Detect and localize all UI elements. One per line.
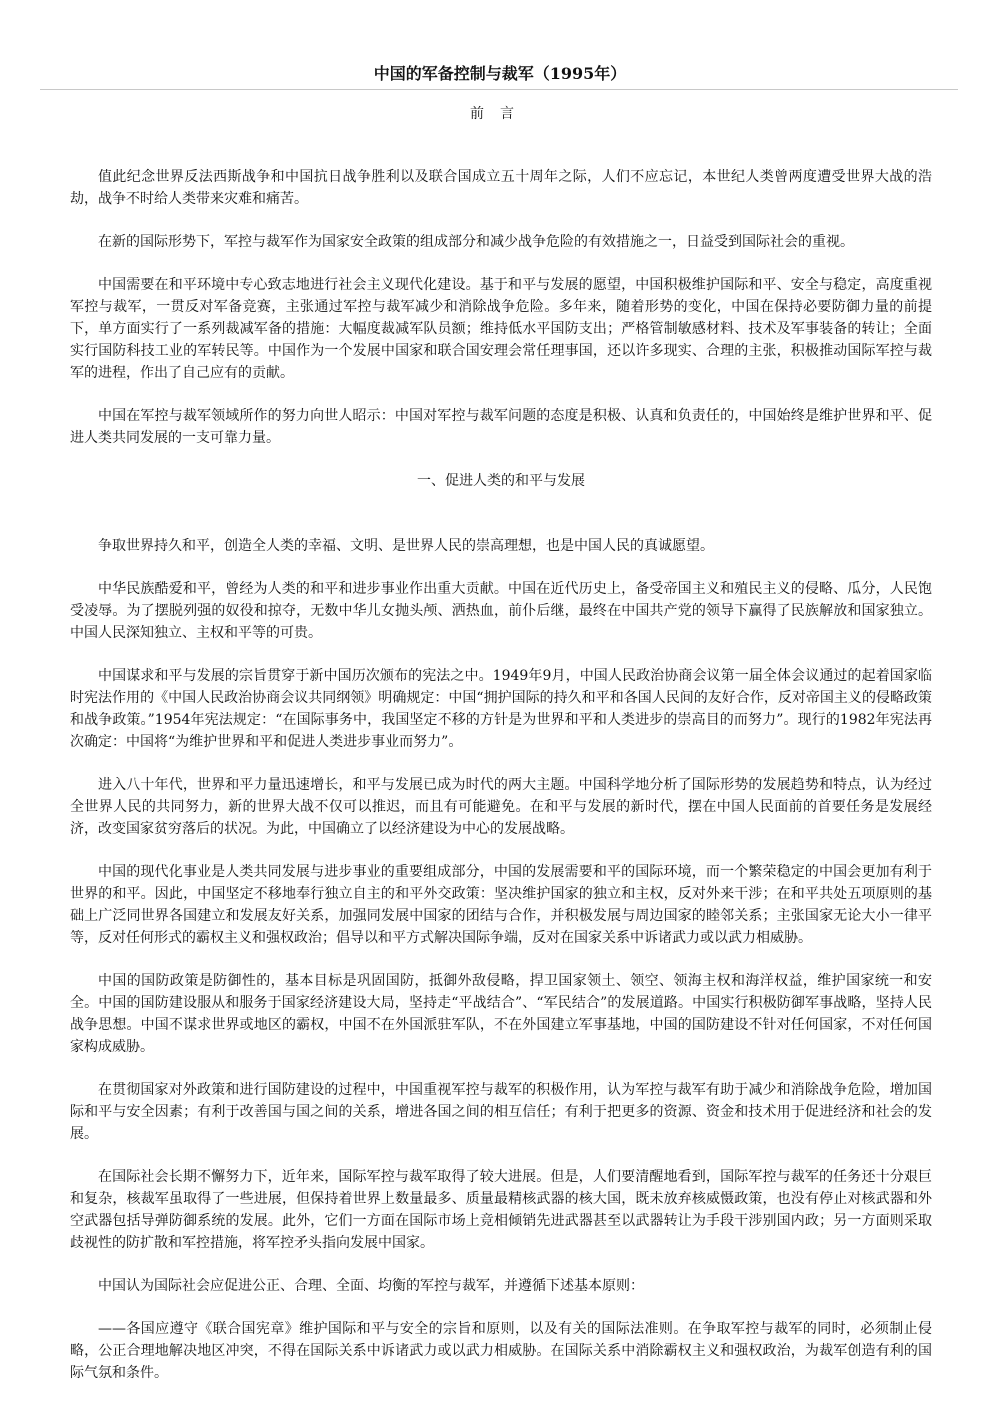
paragraph: 中国的国防政策是防御性的，基本目标是巩固国防，抵御外敌侵略，捍卫国家领土、领空、领海主权和海洋权益，维护国家统一和安全。中国的国防建设服从和服务于国家经济建设大局，坚持走“平战结合”、“军民结合”的发展道路。中国实行积极防御军事战略，坚持人民战争思想。中国不谋求世界或地区的霸权，中国不在外国派驻军队，不在外国建立军事基地，中国的国防建设不针对任何国家，不对任何国家构成威胁。 — [70, 973, 932, 1055]
paragraph: 在新的国际形势下，军控与裁军作为国家安全政策的组成部分和减少战争危险的有效措施之一，日益受到国际社会的重视。 — [98, 234, 854, 250]
paragraph: ——各国应遵守《联合国宪章》维护国际和平与安全的宗旨和原则，以及有关的国际法准则。在争取军控与裁军的同时，必须制止侵略，公正合理地解决地区冲突，不得在国际关系中诉诸武力或以武力相威胁。在国际关系中消除霸权主义和强权政治，为裁军创造有利的国际气氛和条件。 — [70, 1321, 932, 1381]
document-title: 中国的军备控制与裁军（1995年） — [373, 64, 627, 83]
paragraph: 争取世界持久和平，创造全人类的幸福、文明、是世界人民的崇高理想，也是中国人民的真诚愿望。 — [98, 538, 714, 554]
preface-heading: 前言 — [470, 106, 530, 122]
paragraph: 值此纪念世界反法西斯战争和中国抗日战争胜利以及联合国成立五十周年之际，人们不应忘记，本世纪人类曾两度遭受世界大战的浩劫，战争不时给人类带来灾难和痛苦。 — [70, 169, 932, 207]
paragraph: 中国在军控与裁军领域所作的努力向世人昭示：中国对军控与裁军问题的态度是积极、认真和负责任的，中国始终是维护世界和平、促进人类共同发展的一支可靠力量。 — [70, 408, 932, 446]
paragraph: 在国际社会长期不懈努力下，近年来，国际军控与裁军取得了较大进展。但是，人们要清醒地看到，国际军控与裁军的任务还十分艰巨和复杂，核裁军虽取得了一些进展，但保持着世界上数量最多、质量最精核武器的核大国，既未放弃核威慑政策，也没有停止对核武器和外空武器包括导弹防御系统的发展。此外，它们一方面在国际市场上竞相倾销先进武器甚至以武器转让为手段干涉别国内政；另一方面则采取歧视性的防扩散和军控措施，将军控矛头指向发展中国家。 — [70, 1169, 932, 1251]
paragraph: 在贯彻国家对外政策和进行国防建设的过程中，中国重视军控与裁军的积极作用，认为军控与裁军有助于减少和消除战争危险，增加国际和平与安全因素；有利于改善国与国之间的关系，增进各国之间的相互信任；有利于把更多的资源、资金和技术用于促进经济和社会的发展。 — [70, 1082, 932, 1142]
paragraph: 中国需要在和平环境中专心致志地进行社会主义现代化建设。基于和平与发展的愿望，中国积极维护国际和平、安全与稳定，高度重视军控与裁军，一贯反对军备竞赛，主张通过军控与裁军减少和消除战争危险。多年来，随着形势的变化，中国在保持必要防御力量的前提下，单方面实行了一系列裁减军备的措施：大幅度裁减军队员额；维持低水平国防支出；严格管制敏感材料、技术及军事装备的转让；全面实行国防科技工业的军转民等。中国作为一个发展中国家和联合国安理会常任理事国，还以许多现实、合理的主张，积极推动国际军控与裁军的进程，作出了自己应有的贡献。 — [70, 277, 932, 381]
paragraph: 中国的现代化事业是人类共同发展与进步事业的重要组成部分，中国的发展需要和平的国际环境，而一个繁荣稳定的中国会更加有利于世界的和平。因此，中国坚定不移地奉行独立自主的和平外交政策：坚决维护国家的独立和主权，反对外来干涉；在和平共处五项原则的基础上广泛同世界各国建立和发展友好关系，加强同发展中国家的团结与合作，并积极发展与周边国家的睦邻关系；主张国家无论大小一律平等，反对任何形式的霸权主义和强权政治；倡导以和平方式解决国际争端，反对在国家关系中诉诸武力或以武力相威胁。 — [70, 864, 932, 946]
paragraph: 中华民族酷爱和平，曾经为人类的和平和进步事业作出重大贡献。中国在近代历史上，备受帝国主义和殖民主义的侵略、瓜分，人民饱受凌辱。为了摆脱列强的奴役和掠夺，无数中华儿女抛头颅、洒热血，前仆后继，最终在中国共产党的领导下赢得了民族解放和国家独立。中国人民深知独立、主权和平等的可贵。 — [70, 581, 932, 641]
paragraph: 中国谋求和平与发展的宗旨贯穿于新中国历次颁布的宪法之中。1949年9月，中国人民政治协商会议第一届全体会议通过的起着国家临时宪法作用的《中国人民政治协商会议共同纲领》明确规定：中国“拥护国际的持久和平和各国人民间的友好合作，反对帝国主义的侵略政策和战争政策。”1954年宪法规定：“在国际事务中，我国坚定不移的方针是为世界和平和人类进步的崇高目的而努力”。现行的1982年宪法再次确定：中国将“为维护世界和平和促进人类进步事业而努力”。 — [70, 668, 932, 750]
document-body — [70, 166, 932, 1405]
paragraph: 中国认为国际社会应促进公正、合理、全面、均衡的军控与裁军，并遵循下述基本原则： — [98, 1278, 644, 1294]
paragraph: 进入八十年代，世界和平力量迅速增长，和平与发展已成为时代的两大主题。中国科学地分析了国际形势的发展趋势和特点，认为经过全世界人民的共同努力，新的世界大战不仅可以推迟，而且有可能避免。在和平与发展的新时代，摆在中国人民面前的首要任务是发展经济，改变国家贫穷落后的状况。为此，中国确立了以经济建设为中心的发展战略。 — [70, 777, 932, 837]
section-heading: 一、促进人类的和平与发展 — [417, 473, 585, 489]
title-rule — [40, 89, 958, 90]
